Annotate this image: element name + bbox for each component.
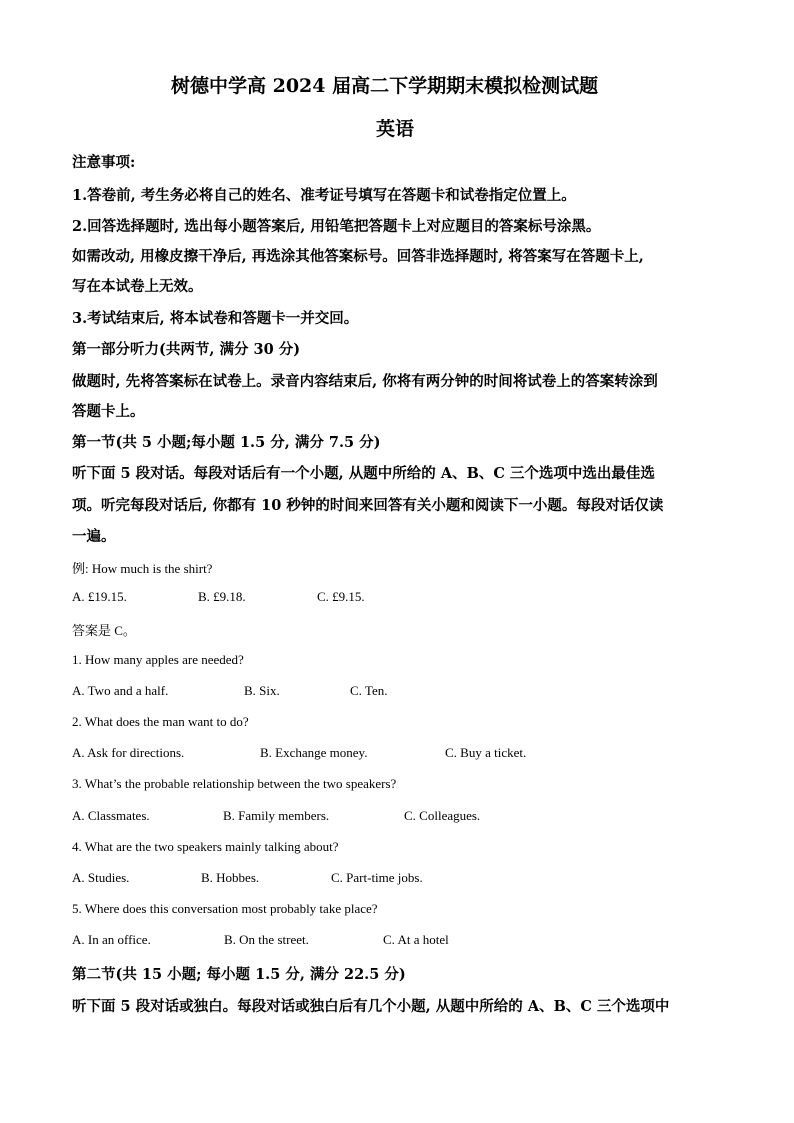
subject-title: 英语 (376, 118, 415, 140)
notes-item-3: 3.考试结束后, 将本试卷和答题卡一并交回。 (72, 310, 359, 327)
question-2-option-c: C. Buy a ticket. (445, 745, 527, 760)
question-1-option-c: C. Ten. (350, 683, 388, 698)
section2-heading: 第二节(共 15 小题; 每小题 1.5 分, 满分 22.5 分) (72, 966, 406, 983)
section1-instruction-line-2: 项。听完每段对话后, 你都有 10 秒钟的时间来回答有关小题和阅读下一小题。每段对话仅读 (72, 497, 664, 514)
question-5: 5. Where does this conversation most probably take place? (72, 901, 378, 916)
example-option-b: B. £9.18. (198, 589, 246, 604)
question-2: 2. What does the man want to do? (72, 714, 249, 729)
section2-instruction-line-1: 听下面 5 段对话或独白。每段对话或独白后有几个小题, 从题中所给的 A、B、C 三个选项中 (72, 998, 670, 1015)
question-1: 1. How many apples are needed? (72, 652, 244, 667)
section1-heading: 第一节(共 5 小题;每小题 1.5 分, 满分 7.5 分) (72, 434, 381, 451)
part1-intro-line-1: 做题时, 先将答案标在试卷上。录音内容结束后, 你将有两分钟的时间将试卷上的答案转涂到 (72, 373, 658, 390)
question-2-option-b: B. Exchange money. (260, 745, 368, 760)
question-5-option-b: B. On the street. (224, 932, 309, 947)
question-3-option-a: A. Classmates. (72, 808, 150, 823)
part1-heading: 第一部分听力(共两节, 满分 30 分) (72, 341, 301, 358)
question-1-option-b: B. Six. (244, 683, 280, 698)
notes-item-2-continued-2: 写在本试卷上无效。 (72, 278, 203, 295)
example-option-c: C. £9.15. (317, 589, 365, 604)
question-4-option-c: C. Part-time jobs. (331, 870, 423, 885)
notes-item-2: 2.回答选择题时, 选出每小题答案后, 用铅笔把答题卡上对应题目的答案标号涂黑。 (72, 218, 601, 235)
example-option-a: A. £19.15. (72, 589, 127, 604)
question-4-option-b: B. Hobbes. (201, 870, 260, 885)
section1-instruction-line-3: 一遍。 (72, 528, 116, 545)
question-4: 4. What are the two speakers mainly talking about? (72, 839, 339, 854)
question-1-option-a: A. Two and a half. (72, 683, 169, 698)
notes-item-2-continued: 如需改动, 用橡皮擦干净后, 再选涂其他答案标号。回答非选择题时, 将答案写在答题卡上, (72, 248, 644, 265)
question-3-option-b: B. Family members. (223, 808, 330, 823)
exam-title: 树德中学高 2024 届高二下学期期末模拟检测试题 (171, 75, 599, 97)
question-5-option-a: A. In an office. (72, 932, 151, 947)
question-3-option-c: C. Colleagues. (404, 808, 481, 823)
question-5-option-c: C. At a hotel (383, 932, 449, 947)
example-answer: 答案是 C。 (72, 623, 136, 638)
part1-intro-line-2: 答题卡上。 (72, 403, 145, 420)
question-4-option-a: A. Studies. (72, 870, 130, 885)
question-3: 3. What’s the probable relationship between the two speakers? (72, 776, 397, 791)
notes-heading: 注意事项: (72, 154, 136, 171)
example-question: 例: How much is the shirt? (72, 561, 213, 576)
section1-instruction-line-1: 听下面 5 段对话。每段对话后有一个小题, 从题中所给的 A、B、C 三个选项中选出最佳选 (72, 465, 655, 482)
notes-item-1: 1.答卷前, 考生务必将自己的姓名、准考证号填写在答题卡和试卷指定位置上。 (72, 187, 576, 204)
question-2-option-a: A. Ask for directions. (72, 745, 185, 760)
